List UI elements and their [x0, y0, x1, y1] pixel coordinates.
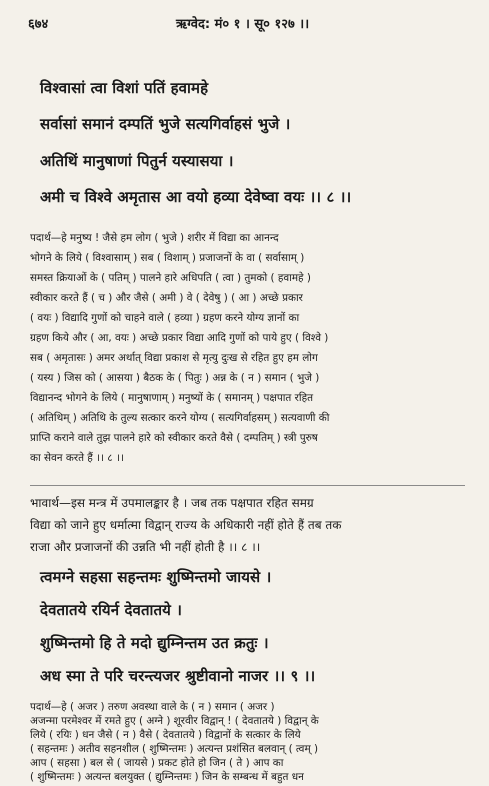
text-line: ग्रहण किये और ( आ, वयः ) अच्छे प्रकार विद्या आदि गुणों को पाये हुए ( विश्वे )	[30, 332, 329, 344]
text-line: विद्या को जाने हुए धर्मात्मा विद्वान् राज्य के अधिकारी नहीं होते हैं तब तक	[30, 518, 342, 532]
mantra-line: विश्वासां त्वा विशां पतिं हवामहे	[40, 79, 209, 97]
text-line: पदार्थ—हे ( अजर ) तरुण अवस्था वाले के ( न ) समान ( अजर )	[30, 701, 275, 713]
text-line: आप ( सहसा ) बल से ( जायसे ) प्रकट होते हो जिन ( ते ) आप का	[30, 757, 284, 769]
text-line: भोगने के लिये ( विश्वासाम् ) सब ( विशाम् ) प्रजाजनों के वा ( सर्वासाम् )	[30, 252, 305, 264]
mantra-line: अतिथिं मानुषाणां पितुर्न यस्यासया ।	[40, 152, 234, 170]
text-line: का सेवन करते हैं ।। ८ ।।	[30, 452, 124, 464]
running-title: ऋग्वेद: मं० १ । सू० १२७ ।।	[176, 17, 310, 32]
text-line: ( यस्य ) जिस को ( आसया ) बैठक के ( पितुः ) अन्न के ( न ) समान ( भुजे )	[30, 372, 320, 384]
text-line: विद्यानन्द भोगने के लिये ( मानुषाणाम् ) मनुष्यों के ( समानम् ) पक्षपात रहित	[30, 392, 314, 404]
text-line: स्वीकार करते हैं ( च ) और जैसे ( अमी ) वे ( देवेषु ) ( आ ) अच्छे प्रकार	[30, 292, 303, 304]
text-line: ( सहन्तमः ) अतीव सहनशील ( शुष्मिन्तमः ) अत्यन्त प्रशंसित बलवान् ( त्वम् )	[30, 743, 319, 755]
text-line: अजन्मा परमेश्वर में रमते हुए ( अग्ने ) शूरवीर विद्वान् ! ( देवतातये ) विद्वान् के	[30, 715, 319, 727]
text-line: ( वयः ) विद्यादि गुणों को चाहने वाले ( हव्या ) ग्रहण करने योग्य ज्ञानों का	[30, 312, 300, 324]
text-line: भावार्थ—इस मन्त्र में उपमालङ्कार है । जब तक पक्षपात रहित समग्र	[30, 496, 314, 510]
page-header	[28, 14, 459, 36]
text-line: पदार्थ—हे मनुष्य ! जैसे हम लोग ( भुजे ) शरीर में विद्या का आनन्द	[30, 232, 279, 244]
text-line: राजा और प्रजाजनों की उन्नति भी नहीं होती है ।। ८ ।।	[30, 540, 261, 554]
mantra-line: देवतातये रयिर्न देवतातये ।	[40, 601, 183, 619]
mantra-line: शुष्मिन्तमो हि ते मदो द्युम्निन्तम उत क्रतुः ।	[40, 634, 269, 652]
text-line: समस्त क्रियाओं के ( पतिम् ) पालने हारे अधिपति ( त्वा ) तुमको ( हवामहे )	[30, 272, 311, 284]
text-line: सब ( अमृतासः ) अमर अर्थात् विद्या प्रकाश से मृत्यु दुःख से रहित हुए हम लोग	[30, 352, 318, 364]
mantra-line: अमी च विश्वे अमृतास आ वयो हव्या देवेष्वा वयः ।। ८ ।।	[40, 188, 352, 206]
text-line: प्राप्ति कराने वाले तुझ पालने हारे को स्वीकार करते वैसे ( दम्पतिम् ) स्त्री पुरुष	[30, 432, 318, 444]
divider	[30, 485, 465, 486]
padartha-9	[30, 700, 470, 784]
text-line: ( अतिथिम् ) अतिथि के तुल्य सत्कार करने योग्य ( सत्यगिर्वाहसम् ) सत्यवाणी की	[30, 412, 330, 424]
mantra-line: त्वमग्ने सहसा सहन्तमः शुष्मिन्तमो जायसे ।	[40, 568, 272, 586]
page-number: ६७४	[28, 17, 49, 32]
text-line: ( शुष्मिन्तमः ) अत्यन्त बलयुक्त ( द्युम्निन्तमः ) जिन के सम्बन्ध में बहुत धन	[30, 771, 304, 783]
mantra-line: अध स्मा ते परि चरन्त्यजर श्रुष्टीवानो नाजर ।। ९ ।।	[40, 667, 316, 685]
text-line: लिये ( रयिः ) धन जैसे ( न ) वैसे ( देवतातये ) विद्वानों के सत्कार के लिये	[30, 729, 301, 741]
bhavartha-8	[30, 492, 470, 558]
mantra-line: सर्वासां समानं दम्पतिं भुजे सत्यगिर्वाहसं भुजे ।	[40, 115, 291, 133]
padartha-8	[30, 228, 470, 468]
